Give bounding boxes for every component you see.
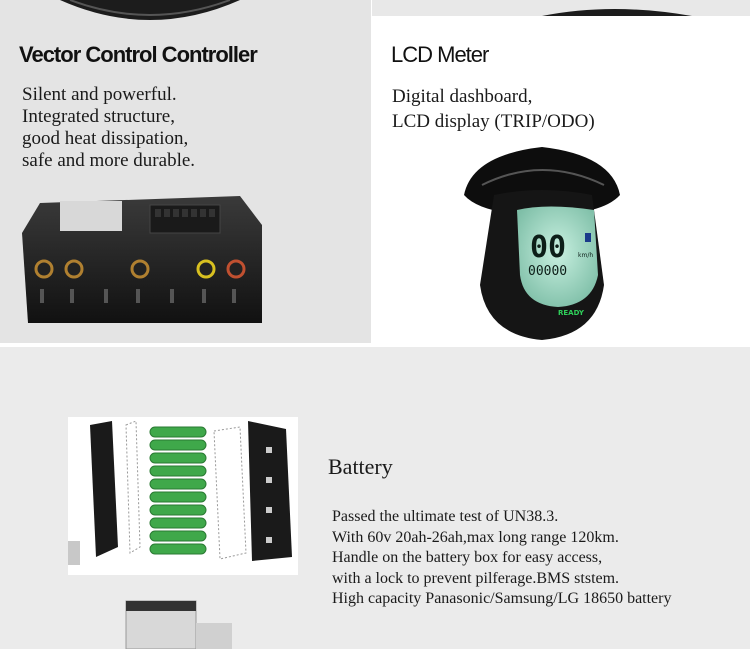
lcd-line: Digital dashboard, bbox=[392, 86, 533, 107]
battery-exploded-image bbox=[0, 347, 320, 649]
vertical-divider bbox=[371, 0, 372, 343]
battery-line: With 60v 20ah-26ah,max long range 120km. bbox=[332, 528, 619, 546]
battery-line: with a lock to prevent pilferage.BMS ststem. bbox=[332, 569, 620, 587]
lcd-ready-indicator: READY bbox=[558, 309, 584, 317]
lcd-panel bbox=[372, 0, 750, 343]
lcd-odo-readout: 00000 bbox=[528, 264, 568, 279]
battery-title: Battery bbox=[328, 454, 393, 479]
controller-panel bbox=[0, 0, 371, 343]
lcd-title: LCD Meter bbox=[391, 42, 489, 67]
battery-line: Handle on the battery box for easy access, bbox=[332, 549, 603, 566]
controller-line: good heat dissipation, bbox=[22, 128, 189, 149]
controller-title: Vector Control Controller bbox=[19, 42, 257, 67]
lcd-description bbox=[392, 84, 595, 134]
lcd-line: LCD display (TRIP/ODO) bbox=[392, 111, 595, 132]
battery-panel bbox=[0, 347, 750, 649]
battery-line: High capacity Panasonic/Samsung/LG 18650 battery bbox=[332, 590, 672, 607]
lcd-top-image bbox=[372, 0, 750, 20]
controller-line: Silent and powerful. bbox=[22, 84, 177, 105]
battery-description bbox=[332, 507, 671, 610]
controller-image bbox=[0, 193, 371, 343]
lcd-meter-image bbox=[372, 135, 750, 343]
lcd-unit: km/h bbox=[578, 252, 594, 259]
controller-line: Integrated structure, bbox=[22, 106, 175, 127]
controller-description bbox=[22, 84, 195, 172]
battery-line: Passed the ultimate test of UN38.3. bbox=[332, 508, 559, 525]
battery-level-icon bbox=[585, 233, 591, 242]
controller-line: safe and more durable. bbox=[22, 150, 196, 171]
lcd-speed-readout: 00 bbox=[530, 230, 567, 265]
